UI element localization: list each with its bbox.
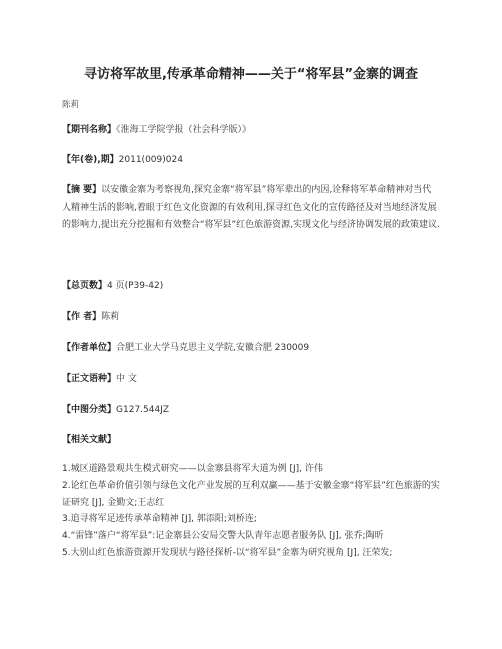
authors-value: 陈莉 bbox=[101, 312, 120, 322]
author-name: 陈莉 bbox=[62, 100, 80, 110]
year-issue-value: 2011(009)024 bbox=[118, 155, 183, 165]
abstract-value: 以安徽金寨为考察视角,探究金寨“将军县”将军辈出的内因,诠释将军革命精神对当代人精神生活的影响,着眼于红色文化资源的有效利用,探寻红色文化的宣传路径及对当地经济发展的影响力,提出充分挖掘和有效整合“将军县”红色旅游资源,实现文化与经济协调发展的政策建议. bbox=[62, 185, 440, 231]
journal-field bbox=[62, 122, 440, 139]
list-item[interactable]: 3.追寻将军足迹传承革命精神 [J], 郭添阳;刘桥连; bbox=[62, 514, 257, 525]
related-field bbox=[62, 432, 440, 449]
affiliation-field bbox=[62, 340, 440, 357]
list-item[interactable]: 2.论红色革命价值引领与绿色文化产业发展的互利双赢——基于安徽金寨“将军县”红色旅游的实证研究 [J], 金勤文;王志红 bbox=[62, 480, 440, 508]
year-issue-field bbox=[62, 152, 440, 169]
document-title: 寻访将军故里,传承革命精神——关于“将军县”金寨的调查 bbox=[83, 67, 419, 82]
pages-label: 【总页数】 bbox=[62, 281, 108, 291]
affiliation-value: 合肥工业大学马克思主义学院,安徽合肥 230009 bbox=[116, 343, 310, 353]
language-label: 【正文语种】 bbox=[62, 374, 117, 384]
journal-label: 【期刊名称】 bbox=[62, 125, 117, 135]
reference-list bbox=[62, 461, 442, 562]
pages-field bbox=[62, 278, 440, 295]
authors-label: 【作 者】 bbox=[62, 312, 102, 322]
affiliation-label: 【作者单位】 bbox=[62, 343, 117, 353]
clc-label: 【中图分类】 bbox=[62, 405, 117, 415]
year-issue-label: 【年(卷),期】 bbox=[62, 155, 119, 165]
language-field bbox=[62, 371, 440, 388]
list-item[interactable]: 5.大别山红色旅游资源开发现状与路径探析-以“将军县”金寨为研究视角 [J], 汪荣发; bbox=[62, 547, 393, 558]
list-item[interactable]: 1.城区道路景观共生模式研究——以金寨县将军大道为例 [J], 许伟 bbox=[62, 464, 323, 474]
clc-value: G127.544JZ bbox=[116, 405, 170, 415]
abstract-field bbox=[62, 182, 440, 235]
language-value: 中 文 bbox=[116, 374, 137, 384]
clc-field bbox=[62, 402, 440, 419]
journal-value: 《淮海工学院学报（社会科学版）》 bbox=[116, 125, 252, 135]
pages-value: 4 页(P39-42) bbox=[107, 281, 164, 291]
abstract-label: 【摘 要】 bbox=[62, 185, 102, 195]
related-label: 【相关文献】 bbox=[62, 435, 117, 445]
list-item[interactable]: 4.“雷锋”落户“将军县”:记金寨县公安局交警大队青年志愿者服务队 [J], 张乔;陶昕 bbox=[62, 531, 384, 542]
authors-field bbox=[62, 309, 440, 326]
